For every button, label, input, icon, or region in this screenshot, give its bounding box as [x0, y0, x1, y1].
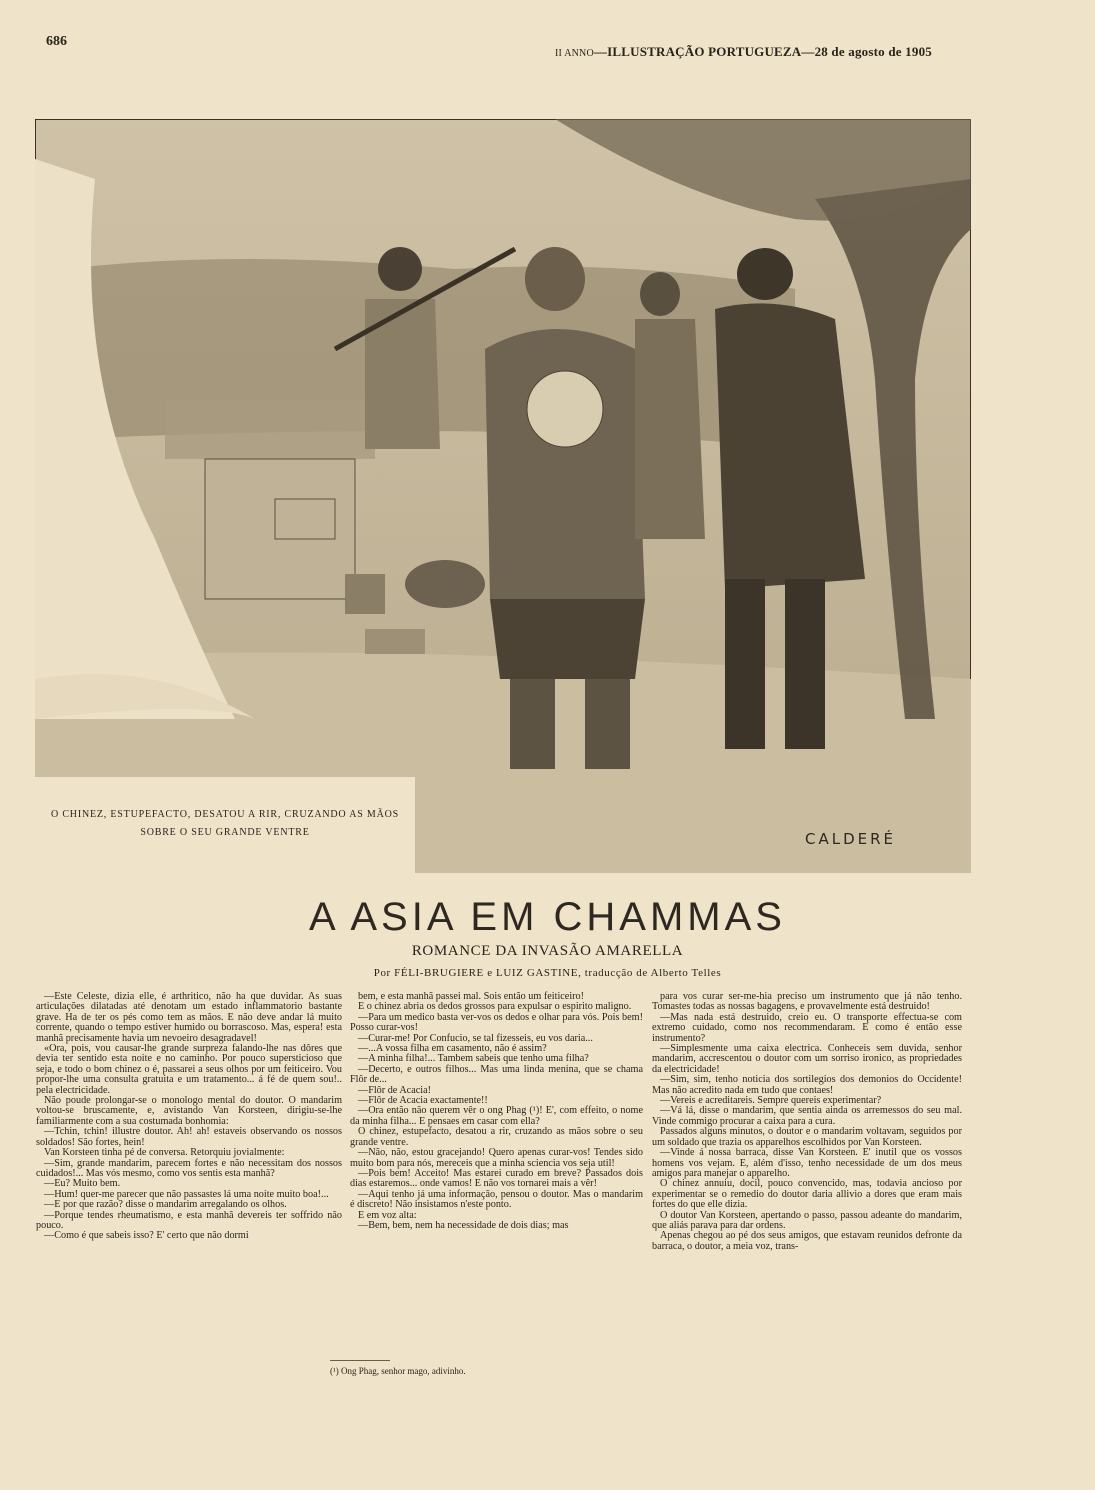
caption-line-2: SOBRE O SEU GRANDE VENTRE: [140, 827, 310, 838]
paragraph: —Flôr de Acacia!: [358, 1084, 431, 1096]
article-title: A ASIA EM CHAMMAS: [308, 895, 786, 939]
paragraph: Apenas chegou ao pé dos seus amigos, que estavam reunidos defronte da barraca, o doutor, a meia voz, trans-: [652, 1230, 962, 1252]
page-number: 686: [46, 34, 67, 49]
paragraph: «Ora, pois, vou causar-lhe grande surpreza falando-lhe nas dôres que devia ter sentido esta noite e no caminho. Por pouco supersticioso que seja, e todo o bom chinez o é, passarei a seus olhos por um feiticeiro. Vou propor-lhe uma consulta gratuita e um tratamento... á fé de quem sou!.. pela electricidade.: [36, 1043, 342, 1096]
paragraph: —Vereis e acreditareis. Sempre quereis experimentar?: [660, 1095, 882, 1107]
text-column-2: [350, 992, 643, 1231]
paragraph: bem, e esta manhã passei mal. Sois então um feiticeiro!: [358, 991, 585, 1002]
caption-line-1: O CHINEZ, ESTUPEFACTO, DESATOU A RIR, CRUZANDO AS MÃOS: [51, 809, 399, 820]
paragraph: —Simplesmente uma caixa electrica. Conheceis sem duvida, senhor mandarim, accrescentou o doutor com um sorriso ironico, as propriedades da electricidade!: [652, 1043, 962, 1075]
article-subtitle: ROMANCE DA INVASÃO AMARELLA: [411, 943, 684, 959]
paragraph: —Vinde á nossa barraca, disse Van Korsteen. E' inutil que os vossos homens vos vejam. E, além d'isso, tenho necessidade de um dos meus amigos para manejar o apparelho.: [652, 1147, 962, 1179]
paragraph: —Não, não, estou gracejando! Quero apenas curar-vos! Tendes sido muito bom para nós, mereceis que a minha sciencia vos seja util!: [350, 1147, 643, 1169]
paragraph: —A minha filha!... Tambem sabeis que tenho uma filha?: [358, 1053, 589, 1065]
paragraph: —Mas nada está destruido, creio eu. O transporte effectua-se com extremo cuidado, como nos recommendaram. E como é então esse instrumento?: [652, 1011, 962, 1044]
text-column-3: [652, 992, 962, 1252]
paragraph: —Ora então não querem vêr o ong Phag (¹)! E', com effeito, o nome da minha filha... E pensaes em casar com ella?: [350, 1105, 643, 1127]
paragraph: —Este Celeste, dizia elle, é arthritico, não ha que duvidar. As suas articulações dilatadas até denotam um estado inflammatorio bastante grave. Ha de ter os pés como tem as mãos. E não deve andar lá muito corrente, quando o tempo estiver humido ou borrascoso. Mas, espera! esta manhã precisamente havia um nevoeiro desagradavel!: [36, 991, 342, 1044]
paragraph: —Pois bem! Acceito! Mas estarei curado em breve? Passados dois dias estaremos... onde vamos! E não vos tornarei mais a vêr!: [350, 1167, 643, 1190]
paragraph: —Vá lá, disse o mandarim, que sentia ainda os arremessos do seu mal. Vinde commigo procurar a caixa para a cura.: [652, 1105, 962, 1127]
paragraph: O doutor Van Korsteen, apertando o passo, passou adeante do mandarim, que aliás parava para dar ordens.: [652, 1209, 962, 1231]
paragraph: Passados alguns minutos, o doutor e o mandarim voltavam, seguidos por um soldado que trazia os apparelhos escolhidos por Van Korsteen.: [652, 1126, 962, 1148]
paragraph: —...A vossa filha em casamento, não é assim?: [358, 1043, 547, 1055]
paragraph: O chinez, estupefacto, desatou a rir, cruzando as mãos sobre o seu grande ventre.: [350, 1126, 643, 1148]
footnote-rule: [330, 1360, 390, 1361]
paragraph: E em voz alta:: [358, 1209, 417, 1221]
paragraph: —Eu? Muito bem.: [44, 1178, 121, 1190]
paragraph: —Porque tendes rheumatismo, e esta manhã devereis ter soffrido não pouco.: [36, 1209, 342, 1231]
paragraph: —Decerto, e outros filhos... Mas uma linda menina, que se chama Flôr de...: [350, 1063, 643, 1086]
paragraph: —Para um medico basta ver-vos os dedos e olhar para vós. Pois bem! Posso curar-vos!: [350, 1011, 643, 1034]
illustration: [35, 119, 971, 873]
paragraph: O chinez annuiu, docil, pouco convencido, mas, todavia ancioso por experimentar se o remedio do doutor daria allivio a dores que eram mais fortes do que elle dizia.: [652, 1178, 962, 1211]
paragraph: —Flôr de Acacia exactamente!!: [358, 1095, 488, 1107]
paragraph: —Bem, bem, nem ha necessidade de dois dias; mas: [358, 1219, 569, 1231]
article-byline: Por FÉLI-BRUGIERE e LUIZ GASTINE, traducção de Alberto Telles: [373, 967, 722, 979]
footnote: (¹) Ong Phag, senhor mago, adivinho.: [330, 1366, 466, 1376]
illustration-drawing: [35, 119, 971, 873]
illustration-caption: [50, 806, 400, 842]
running-head-main: —ILLUSTRAÇÃO PORTUGUEZA—28 de agosto de 1905: [593, 44, 932, 59]
paragraph: Van Korsteen tinha pé de conversa. Retorquiu jovialmente:: [44, 1147, 285, 1159]
paragraph: —Curar-me! Por Confucio, se tal fizesseis, eu vos daria...: [358, 1032, 593, 1044]
running-head-prefix: II ANNO: [555, 48, 594, 59]
paragraph: —E por que razão? disse o mandarim arregalando os olhos.: [44, 1199, 287, 1211]
paragraph: E o chinez abria os dedos grossos para expulsar o espirito maligno.: [358, 1001, 632, 1013]
paragraph: —Como é que sabeis isso? E' certo que não dormi: [44, 1230, 249, 1242]
paragraph: Não poude prolongar-se o monologo mental do doutor. O mandarim voltou-se bruscamente, e, avistando Van Korsteen, dirigiu-se-lhe familiarmente com a sua costumada bonhomia:: [36, 1095, 342, 1127]
paragraph: —Sim, sim, tenho noticia dos sortilegios dos demonios do Occidente! Mas não acredito nada em tudo que contaes!: [652, 1074, 962, 1096]
paragraph: para vos curar ser-me-hia preciso um instrumento que já não tenho. Tomastes todas as nossas bagagens, e provavelmente está destruido!: [652, 991, 962, 1013]
artist-signature: CALDERÉ: [805, 830, 897, 848]
paragraph: —Aqui tenho já uma informação, pensou o doutor. Mas o mandarim é discreto! Não insistamos n'este ponto.: [350, 1188, 643, 1211]
paragraph: —Hum! quer-me parecer que não passastes lá uma noite muito boa!...: [44, 1188, 329, 1200]
paragraph: —Sim, grande mandarim, parecem fortes e não necessitam dos nossos cuidados!... Mas vós mesmo, como vos sentis esta manhã?: [36, 1157, 342, 1179]
text-column-1: [36, 992, 342, 1242]
paragraph: —Tchin, tchin! illustre doutor. Ah! ah! estaveis observando os nossos soldados! São fortes, hein!: [36, 1126, 342, 1148]
running-head: [555, 44, 955, 60]
